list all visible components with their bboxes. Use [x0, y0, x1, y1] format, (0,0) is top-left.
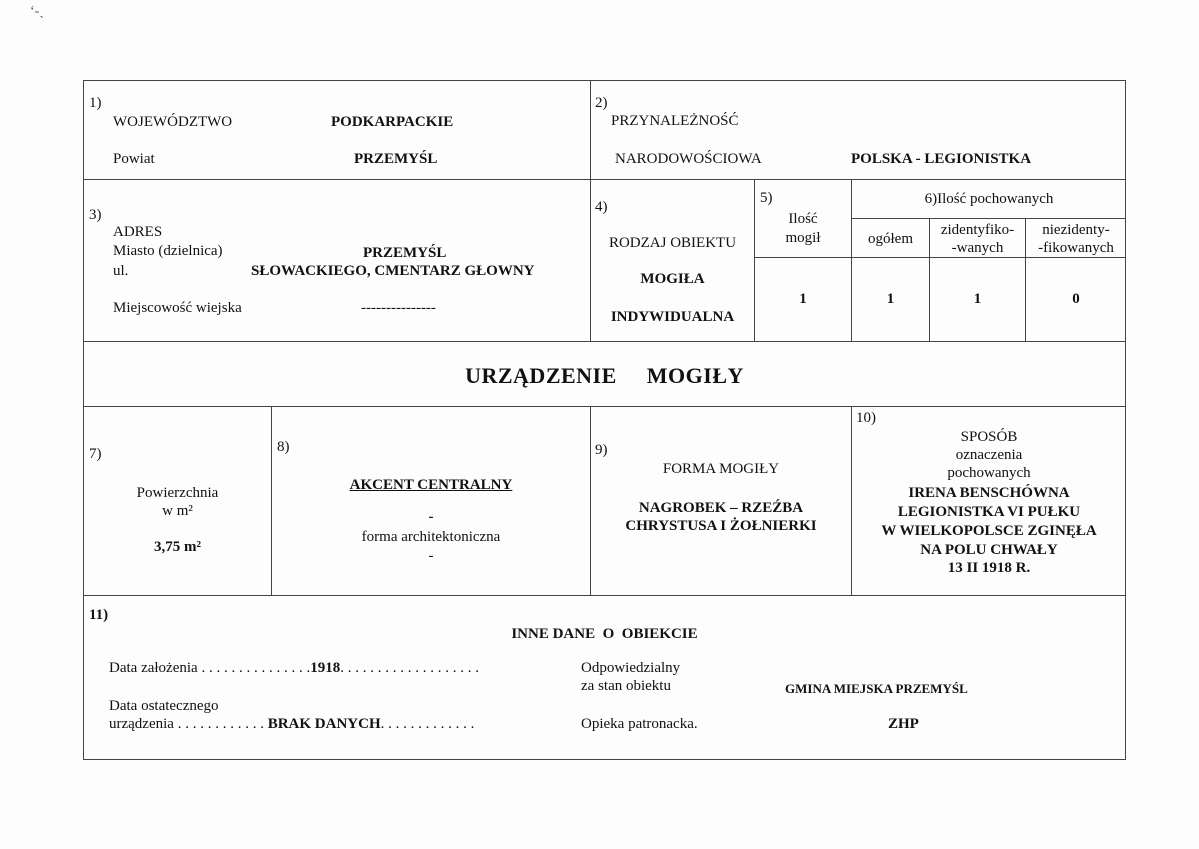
akcent-value: AKCENT CENTRALNY: [349, 477, 513, 493]
zidentyfikowanych-value: 1: [973, 291, 982, 307]
ilosc-mogil-label-line1: Ilość: [788, 211, 818, 227]
data-ostatecznego-value: BRAK DANYCH: [267, 716, 381, 732]
cell5-number: 5): [760, 190, 773, 206]
akcent-dash-2: -: [428, 548, 434, 564]
powierzchnia-label-line1: Powierzchnia: [136, 485, 219, 501]
section-title: URZĄDZENIE MOGIŁY: [465, 363, 744, 388]
rule-row2: [83, 341, 1126, 342]
akcent-dash-1: -: [428, 509, 434, 525]
niezidentyfikowanych-label-line2: -fikowanych: [1038, 240, 1114, 256]
data-ostatecznego-label-line2: urządzenia . . . . . . . . . . . .: [109, 716, 264, 732]
odpowiedzialny-label-line1: Odpowiedzialny: [581, 660, 681, 676]
miasto-label: Miasto (dzielnica): [113, 243, 223, 259]
form-frame: [83, 80, 1126, 760]
ilosc-mogil-label-line2: mogił: [785, 230, 821, 246]
rodzaj-obiektu-value-line1: MOGIŁA: [640, 271, 705, 287]
data-zalozenia-value: 1918: [310, 660, 341, 676]
forma-architektoniczna-label: forma architektoniczna: [361, 529, 501, 545]
ilosc-mogil-value: 1: [799, 291, 807, 307]
odpowiedzialny-label-line2: za stan obiektu: [581, 678, 671, 694]
sposob-value-line4: NA POLU CHWAŁY: [920, 542, 1058, 558]
cell9-number: 9): [595, 442, 608, 458]
przynaleznosc-label-line2: NARODOWOŚCIOWA: [615, 151, 762, 167]
powiat-label: Powiat: [113, 151, 155, 167]
rule-col-b: [754, 179, 755, 341]
rule-col-f: [271, 406, 272, 595]
data-zalozenia-label: Data założenia . . . . . . . . . . . . . . .: [109, 660, 311, 676]
cell4-number: 4): [595, 199, 608, 215]
rule-cells-5-6: [754, 257, 1126, 258]
cell8-number: 8): [277, 439, 290, 455]
sposob-value-line5: 13 II 1918 R.: [947, 560, 1031, 576]
rodzaj-obiektu-value-line2: INDYWIDUALNA: [610, 309, 735, 325]
rule-row1: [83, 179, 1126, 180]
forma-mogily-value-line1: NAGROBEK – RZEŹBA: [638, 500, 804, 516]
sposob-label-line2: oznaczenia: [955, 447, 1023, 463]
cell11-number: 11): [89, 607, 109, 623]
wojewodztwo-value: PODKARPACKIE: [331, 114, 454, 130]
data-zalozenia-dots: . . . . . . . . . . . . . . . . . . .: [340, 660, 479, 676]
sposob-value-line2: LEGIONISTKA VI PUŁKU: [897, 504, 1081, 520]
miasto-value: PRZEMYŚL: [363, 245, 447, 261]
cell1-number: 1): [89, 95, 102, 111]
data-ostatecznego-label-line1: Data ostatecznego: [109, 698, 219, 714]
powierzchnia-label-line2: w m²: [162, 503, 193, 519]
cell10-number: 10): [856, 410, 876, 426]
ilosc-pochowanych-header: 6)Ilość pochowanych: [924, 191, 1054, 207]
miejscowosc-wiejska-value: ---------------: [361, 300, 436, 316]
opieka-patronacka-value: ZHP: [888, 716, 919, 732]
scan-mark: ʻ-ˎ: [30, 4, 44, 19]
cell7-number: 7): [89, 446, 102, 462]
odpowiedzialny-value: GMINA MIEJSKA PRZEMYŚL: [785, 681, 968, 696]
rodzaj-obiektu-label: RODZAJ OBIEKTU: [608, 235, 737, 251]
data-zalozenia-row: [109, 659, 479, 677]
sposob-value-line3: W WIELKOPOLSCE ZGINĘŁA: [881, 523, 1097, 539]
ulica-label: ul.: [113, 263, 129, 279]
rule-cell6-header: [851, 218, 1126, 219]
data-ostatecznego-row: [109, 715, 474, 733]
forma-mogily-label: FORMA MOGIŁY: [662, 461, 780, 477]
adres-label: ADRES: [113, 224, 163, 240]
inne-dane-title: INNE DANE O OBIEKCIE: [511, 626, 698, 642]
niezidentyfikowanych-label-line1: niezidenty-: [1042, 222, 1110, 238]
niezidentyfikowanych-value: 0: [1072, 291, 1080, 307]
powiat-value: PRZEMYŚL: [354, 151, 438, 167]
rule-row4: [83, 595, 1126, 596]
sposob-value-line1: IRENA BENSCHÓWNA: [908, 485, 1070, 501]
cell3-number: 3): [89, 207, 102, 223]
rule-col-a: [590, 80, 591, 341]
zidentyfikowanych-label-line2: -wanych: [951, 240, 1004, 256]
sposob-label-line3: pochowanych: [947, 465, 1031, 481]
ulica-value: SŁOWACKIEGO, CMENTARZ GŁOWNY: [251, 263, 535, 279]
miejscowosc-wiejska-label: Miejscowość wiejska: [113, 300, 242, 316]
przynaleznosc-label-line1: PRZYNALEŻNOŚĆ: [611, 113, 739, 129]
rule-row3: [83, 406, 1126, 407]
cell2-number: 2): [595, 95, 608, 111]
data-ostatecznego-dots: . . . . . . . . . . . . .: [380, 716, 475, 732]
opieka-patronacka-label: Opieka patronacka.: [581, 716, 698, 732]
ogolem-label: ogółem: [868, 231, 913, 247]
sposob-label-line1: SPOSÓB: [960, 429, 1018, 445]
przynaleznosc-value: POLSKA - LEGIONISTKA: [851, 151, 1032, 167]
zidentyfikowanych-label-line1: zidentyfiko-: [940, 222, 1015, 238]
forma-mogily-value-line2: CHRYSTUSA I ŻOŁNIERKI: [625, 518, 817, 534]
ogolem-value: 1: [886, 291, 895, 307]
wojewodztwo-label: WOJEWÓDZTWO: [113, 114, 233, 130]
powierzchnia-value: 3,75 m²: [154, 539, 201, 555]
